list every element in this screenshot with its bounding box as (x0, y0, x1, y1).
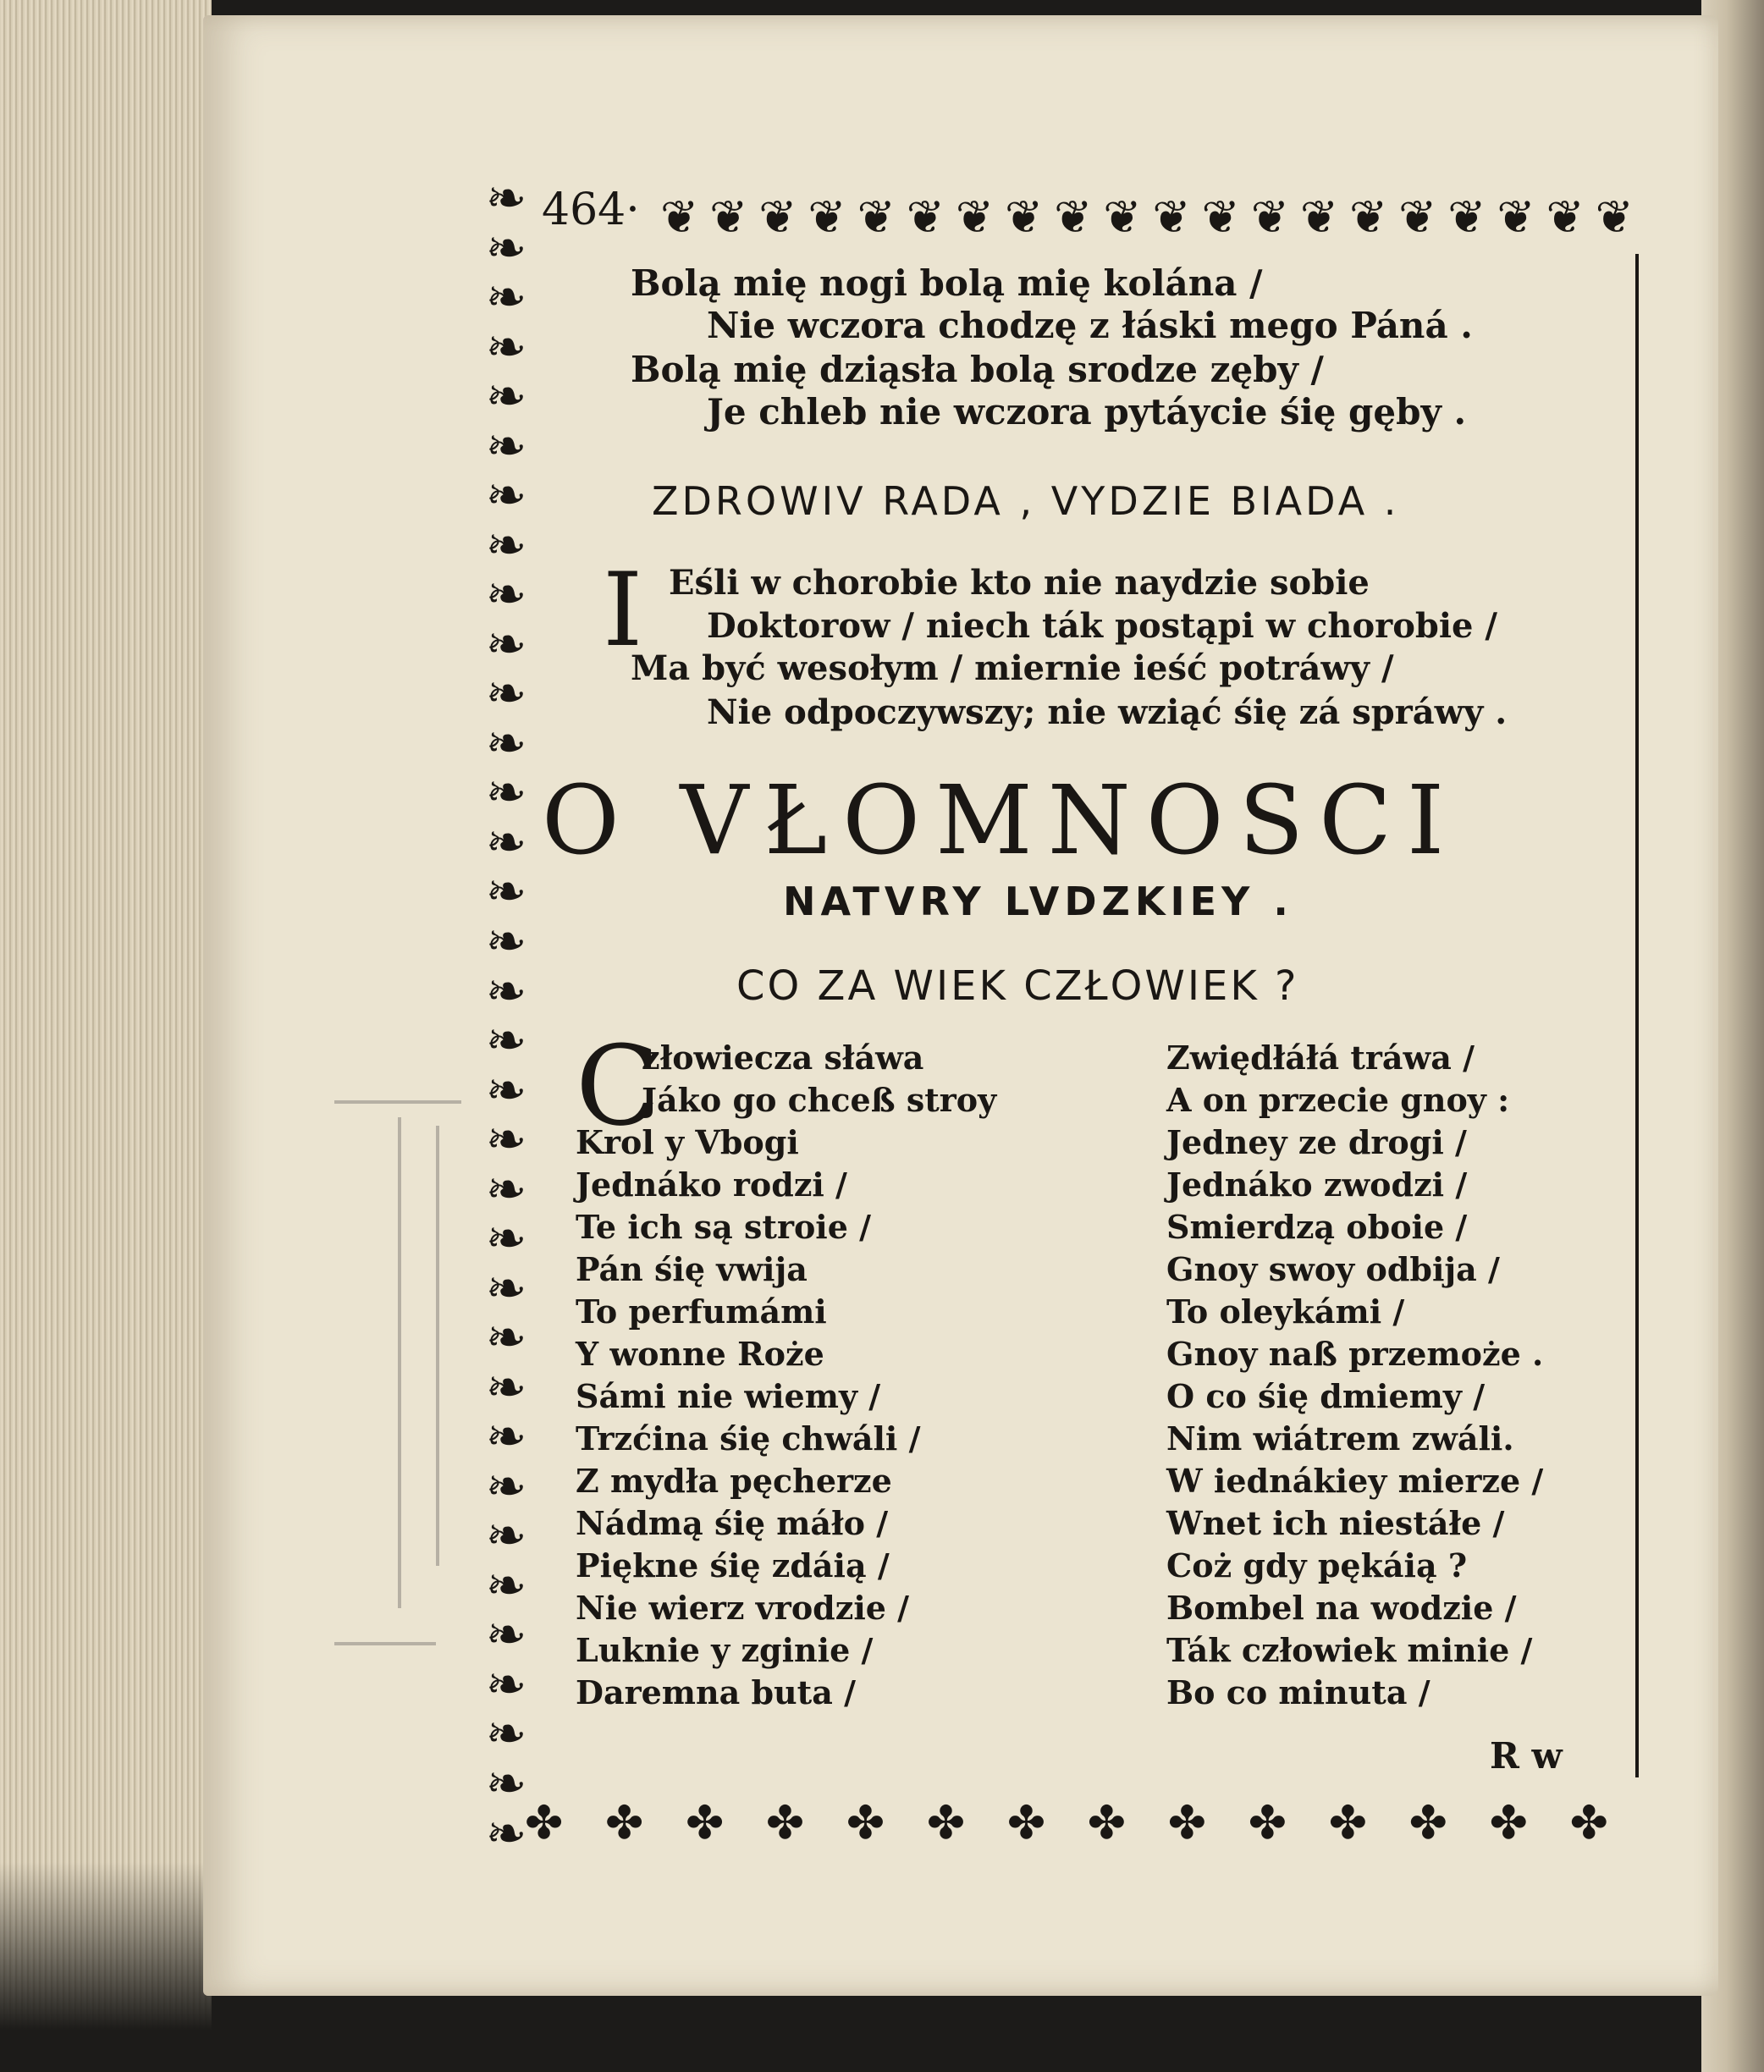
fleuron-ornament-icon: ✤ (1087, 1796, 1127, 1849)
fleuron-ornament-icon: ❧ (485, 862, 527, 921)
fleuron-ornament-icon: ✤ (1006, 1796, 1046, 1849)
poem-line: Krol y Vbogi (576, 1123, 799, 1161)
fleuron-ornament-icon: ❧ (485, 1507, 527, 1565)
fleuron-ornament-icon: ❧ (485, 1655, 527, 1713)
drop-cap: C (576, 1022, 660, 1150)
fleuron-ornament-icon: ❦ (709, 190, 748, 244)
poem-line: Bo co minuta / (1166, 1673, 1430, 1711)
fleuron-ornament-icon: ✤ (604, 1796, 644, 1849)
chapter-subtitle: NATVRY LVDZKIEY . (783, 879, 1293, 924)
page-number: 464· (542, 185, 640, 235)
poem-line: Bombel na wodzie / (1166, 1589, 1517, 1627)
book-edge-shadow (0, 1862, 212, 2072)
fleuron-ornament-icon: ❧ (485, 813, 527, 871)
poem-heading: CO ZA WIEK CZŁOWIEK ? (736, 962, 1299, 1010)
poem-line: Piękne śię zdáią / (576, 1546, 890, 1584)
fleuron-ornament-icon: ❧ (485, 1011, 527, 1070)
fleuron-ornament-icon: ❦ (1004, 190, 1044, 244)
poem-line: Daremna buta / (576, 1673, 856, 1711)
catchword: R w (1490, 1735, 1563, 1777)
poem-line: To oleykámi / (1166, 1292, 1405, 1331)
poem-line: Y wonne Roże (576, 1335, 824, 1373)
poem-line: Wnet ich niestáłe / (1166, 1504, 1505, 1542)
poem-line: Ták człowiek minie / (1166, 1631, 1533, 1669)
fleuron-ornament-icon: ❧ (485, 169, 527, 227)
poem-line: złowiecza słáwa (642, 1039, 924, 1077)
fleuron-ornament-icon: ✤ (1248, 1796, 1287, 1849)
fleuron-ornament-icon: ❦ (660, 190, 699, 244)
fleuron-ornament-icon: ❦ (1447, 190, 1486, 244)
fleuron-ornament-icon: ❧ (485, 1358, 527, 1416)
fleuron-ornament-icon: ❦ (1201, 190, 1240, 244)
fleuron-ornament-icon: ✤ (525, 1796, 564, 1849)
fleuron-ornament-icon: ❦ (1054, 190, 1093, 244)
fleuron-ornament-icon: ❦ (906, 190, 945, 244)
poem-line: Pán śię vwija (576, 1250, 808, 1288)
poem-line: Gnoy swoy odbija / (1166, 1250, 1500, 1288)
fleuron-ornament-icon: ❧ (485, 367, 527, 426)
fleuron-ornament-icon: ❧ (485, 1110, 527, 1169)
poem-line: Coż gdy pękáią ? (1166, 1546, 1468, 1584)
section-heading: ZDROWIV RADA , VYDZIE BIADA . (652, 478, 1400, 524)
poem-line: Jednáko rodzi / (576, 1166, 847, 1204)
fleuron-ornament-icon: ❧ (485, 565, 527, 624)
poem-left-column (576, 1037, 1050, 1714)
fleuron-ornament-icon: ❧ (485, 763, 527, 822)
poem-line: Trzćina śię chwáli / (576, 1419, 921, 1458)
fleuron-ornament-icon: ❦ (955, 190, 995, 244)
fleuron-ornament-icon: ❦ (1348, 190, 1388, 244)
fleuron-ornament-icon: ❧ (485, 1259, 527, 1317)
verse-line: Bolą mię dziąsła bolą srodze zęby / (631, 349, 1324, 390)
poem-line: Te ich są stroie / (576, 1208, 872, 1246)
poem-line: Nádmą śię máło / (576, 1504, 889, 1542)
fleuron-ornament-icon: ✤ (1408, 1796, 1447, 1849)
pencil-mark (334, 1642, 436, 1645)
poem-line: Jednáko zwodzi / (1166, 1166, 1468, 1204)
poem-line: Luknie y zginie / (576, 1631, 874, 1669)
fleuron-ornament-icon: ❦ (1103, 190, 1142, 244)
fleuron-ornament-icon: ❧ (485, 1556, 527, 1614)
left-ornament-border (472, 169, 540, 1862)
fleuron-ornament-icon: ✤ (926, 1796, 966, 1849)
fleuron-ornament-icon: ❧ (485, 218, 527, 277)
fleuron-ornament-icon: ❦ (1299, 190, 1339, 244)
verse-line: Bolą mię nogi bolą mię kolána / (631, 262, 1263, 304)
fleuron-ornament-icon: ❧ (485, 1210, 527, 1268)
poem-line: Gnoy naß przemoże . (1166, 1335, 1544, 1373)
fleuron-ornament-icon: ❦ (1546, 190, 1585, 244)
poem-line: Nim wiátrem zwáli. (1166, 1419, 1514, 1458)
fleuron-ornament-icon: ❧ (485, 714, 527, 772)
pencil-mark (334, 1100, 461, 1104)
fleuron-ornament-icon: ❦ (1152, 190, 1191, 244)
fleuron-ornament-icon: ✤ (1489, 1796, 1528, 1849)
fleuron-ornament-icon: ❧ (485, 1755, 527, 1812)
verse-line: Je chleb nie wczora pytáycie śię gęby . (707, 391, 1467, 433)
poem-line: Jedney ze drogi / (1166, 1123, 1467, 1161)
poem-line: A on przecie gnoy : (1166, 1081, 1510, 1119)
poem-line: Smierdzą oboie / (1166, 1208, 1468, 1246)
fleuron-ornament-icon: ✤ (1328, 1796, 1367, 1849)
chapter-title: O VŁOMNOSCI (542, 766, 1460, 876)
fleuron-ornament-icon: ❦ (1398, 190, 1437, 244)
fleuron-ornament-icon: ❦ (857, 190, 896, 244)
poem-right-column (1166, 1037, 1640, 1714)
paragraph-line: Ma być wesołym / miernie ieść potráwy / (631, 648, 1394, 688)
fleuron-ornament-icon: ❦ (1497, 190, 1535, 244)
bottom-ornament-border (525, 1790, 1608, 1856)
poem-line: Jáko go chceß stroy (642, 1081, 997, 1119)
fleuron-ornament-icon: ❦ (1250, 190, 1289, 244)
fleuron-ornament-icon: ❧ (485, 317, 527, 376)
fleuron-ornament-icon: ✤ (846, 1796, 885, 1849)
fleuron-ornament-icon: ✤ (765, 1796, 805, 1849)
book-page-edges (0, 0, 212, 2072)
fleuron-ornament-icon: ❧ (485, 1061, 527, 1119)
fleuron-ornament-icon: ❧ (485, 1457, 527, 1515)
fleuron-ornament-icon: ❧ (485, 515, 527, 574)
fleuron-ornament-icon: ❧ (485, 1408, 527, 1466)
fleuron-ornament-icon: ❧ (485, 1705, 527, 1763)
fleuron-ornament-icon: ❦ (808, 190, 846, 244)
fleuron-ornament-icon: ❦ (1595, 190, 1634, 244)
fleuron-ornament-icon: ❧ (485, 664, 527, 723)
fleuron-ornament-icon: ❧ (485, 268, 527, 327)
fleuron-ornament-icon: ❧ (485, 1160, 527, 1218)
fleuron-ornament-icon: ❦ (758, 190, 797, 244)
fleuron-ornament-icon: ❧ (485, 614, 527, 673)
pencil-mark (436, 1126, 439, 1566)
poem-line: Sámi nie wiemy / (576, 1377, 881, 1415)
poem-line: Zwiędłáłá tráwa / (1166, 1039, 1475, 1077)
verse-line: Nie wczora chodzę z łáski mego Páná . (707, 305, 1473, 346)
drop-cap: I (603, 552, 643, 670)
poem-line: Z mydła pęcherze (576, 1462, 892, 1500)
fleuron-ornament-icon: ✤ (685, 1796, 725, 1849)
fleuron-ornament-icon: ❧ (485, 1606, 527, 1664)
fleuron-ornament-icon: ❧ (485, 1804, 527, 1862)
paragraph-line: Doktorow / niech ták postąpi w chorobie / (707, 606, 1498, 646)
fleuron-ornament-icon: ❧ (485, 1309, 527, 1367)
top-ornament-border (660, 188, 1634, 247)
paragraph-line: Eśli w chorobie kto nie naydzie sobie (669, 563, 1370, 603)
poem-line: Nie wierz vrodzie / (576, 1589, 910, 1627)
fleuron-ornament-icon: ❧ (485, 416, 527, 475)
fleuron-ornament-icon: ❧ (485, 962, 527, 1020)
poem-line: To perfumámi (576, 1292, 827, 1331)
fleuron-ornament-icon: ❧ (485, 912, 527, 970)
fleuron-ornament-icon: ✤ (1167, 1796, 1206, 1849)
pencil-mark (398, 1117, 401, 1608)
fleuron-ornament-icon: ✤ (1569, 1796, 1608, 1849)
fleuron-ornament-icon: ❧ (485, 466, 527, 525)
paragraph-line: Nie odpoczywszy; nie wziąć śię zá spráwy . (707, 692, 1508, 732)
poem-line: O co śię dmiemy / (1166, 1377, 1486, 1415)
poem-line: W iednákiey mierze / (1166, 1462, 1544, 1500)
